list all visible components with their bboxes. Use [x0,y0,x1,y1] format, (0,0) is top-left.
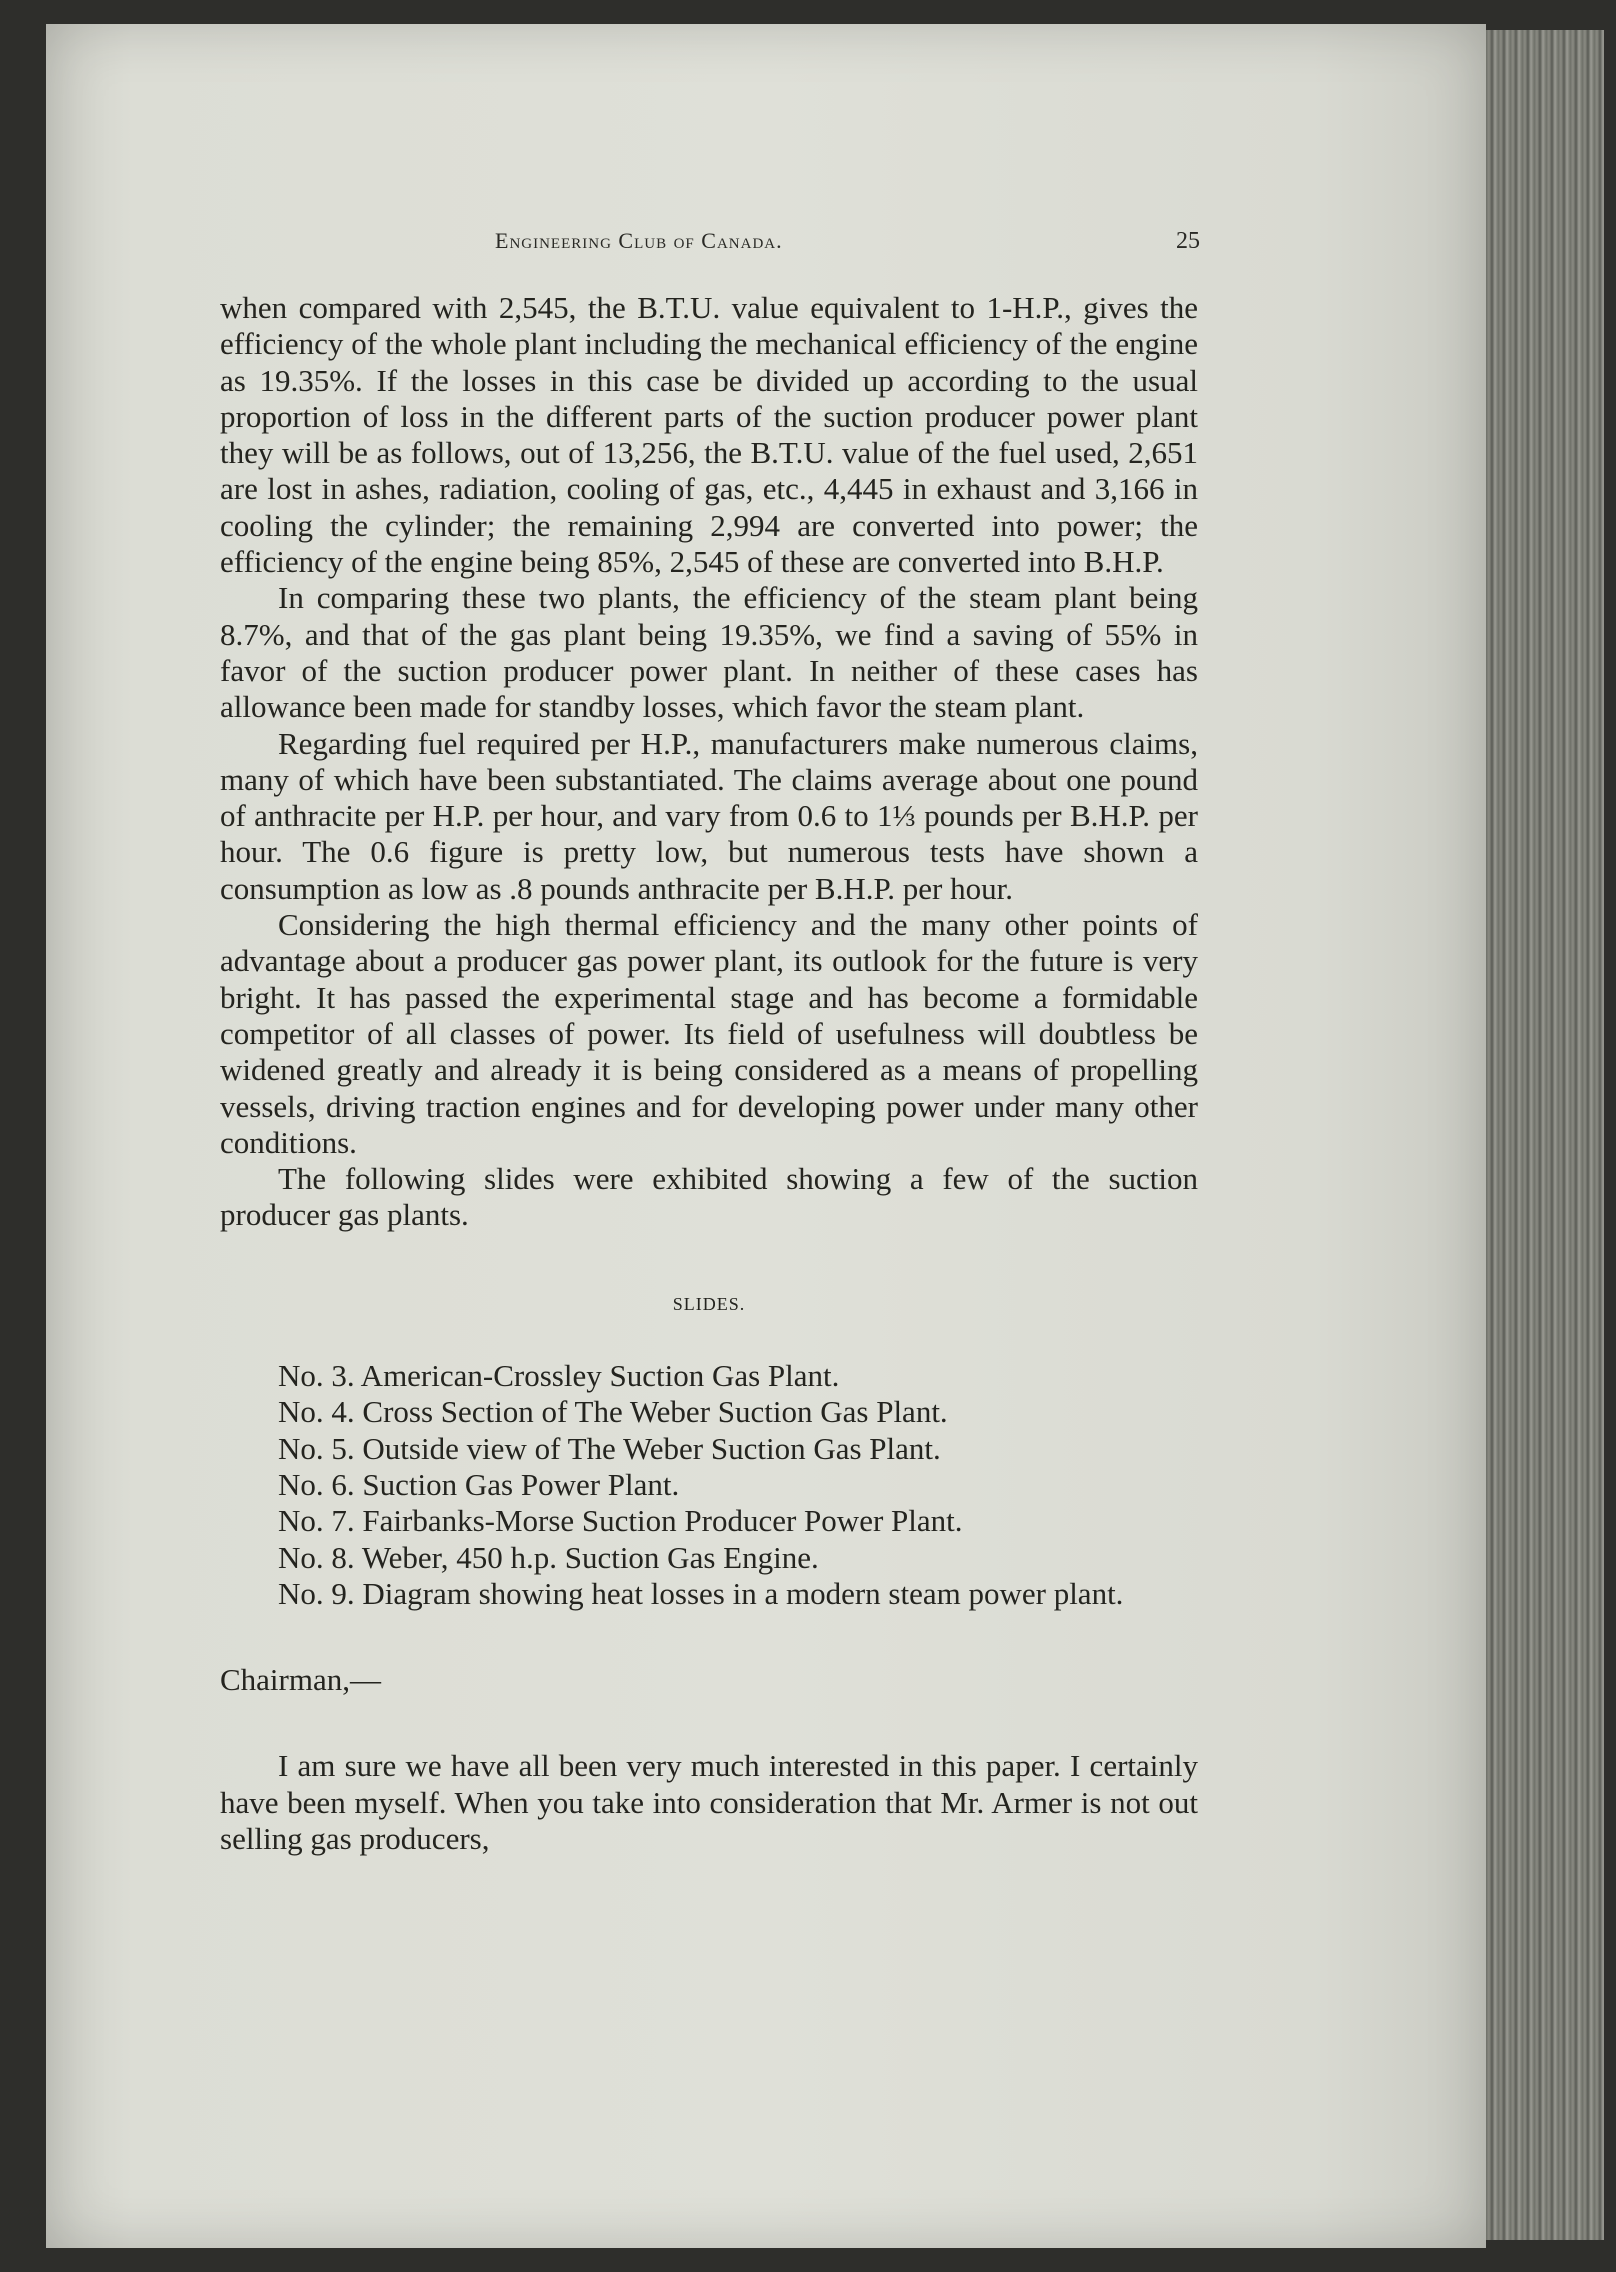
slide-item: No. 8. Weber, 450 h.p. Suction Gas Engine. [278,1539,819,1575]
slide-item: No. 4. Cross Section of The Weber Suction Gas Plant. [278,1394,948,1430]
paragraph-continued: when compared with 2,545, the B.T.U. value equivalent to 1-H.P., gives the efficiency of the whole plant including the mechanical efficiency of the engine as 19.35%. If the losses in this case be divided up according to the usual proportion of loss in the different parts of the suction producer power plant they will be as follows, out of 13,256, the B.T.U. value of the fuel used, 2,651 are lost in ashes, radiation, cooling of gas, etc., 4,445 in exhaust and 3,166 in cooling the cylinder; the remaining 2,994 are converted into power; the efficiency of the engine being 85%, 2,545 of these are converted into B.H.P. [220,290,1198,580]
page-header [220,228,1200,268]
slides-list [220,1358,1198,1612]
body-text [220,290,1198,1857]
running-head: Engineering Club of Canada. [495,228,783,253]
page-number: 25 [1176,228,1200,254]
paragraph: The following slides were exhibited showing a few of the suction producer gas plants. [220,1161,1198,1233]
chairman-label: Chairman,— [220,1662,381,1698]
page-edges [1486,30,1604,2240]
closing-paragraph: I am sure we have all been very much interested in this paper. I certainly have been myself. When you take into consideration that Mr. Armer is not out selling gas producers, [220,1748,1198,1856]
slides-heading: SLIDES. [672,1293,746,1314]
paragraph: In comparing these two plants, the efficiency of the steam plant being 8.7%, and that of the gas plant being 19.35%, we find a saving of 55% in favor of the suction producer power plant. In neither of these cases has allowance been made for standby losses, which favor the steam plant. [220,580,1198,725]
slide-item: No. 6. Suction Gas Power Plant. [278,1466,680,1502]
slide-item: No. 5. Outside view of The Weber Suction Gas Plant. [278,1430,941,1466]
paragraph: Considering the high thermal efficiency and the many other points of advantage about a producer gas power plant, its outlook for the future is very bright. It has passed the experimental stage and has become a formidable competitor of all classes of power. Its field of usefulness will doubtless be widened greatly and already it is being considered as a means of propelling vessels, driving traction engines and for developing power under many other conditions. [220,907,1198,1160]
paragraph: Regarding fuel required per H.P., manufacturers make numerous claims, many of which have been substantiated. The claims average about one pound of anthracite per H.P. per hour, and vary from 0.6 to 1⅓ pounds per B.H.P. per hour. The 0.6 figure is pretty low, but numerous tests have shown a consumption as low as .8 pounds anthracite per B.H.P. per hour. [220,725,1198,906]
slide-item: No. 7. Fairbanks-Morse Suction Producer Power Plant. [278,1503,963,1539]
slide-item: No. 9. Diagram showing heat losses in a modern steam power plant. [278,1575,1124,1611]
slide-item: No. 3. American-Crossley Suction Gas Plant. [278,1358,840,1394]
